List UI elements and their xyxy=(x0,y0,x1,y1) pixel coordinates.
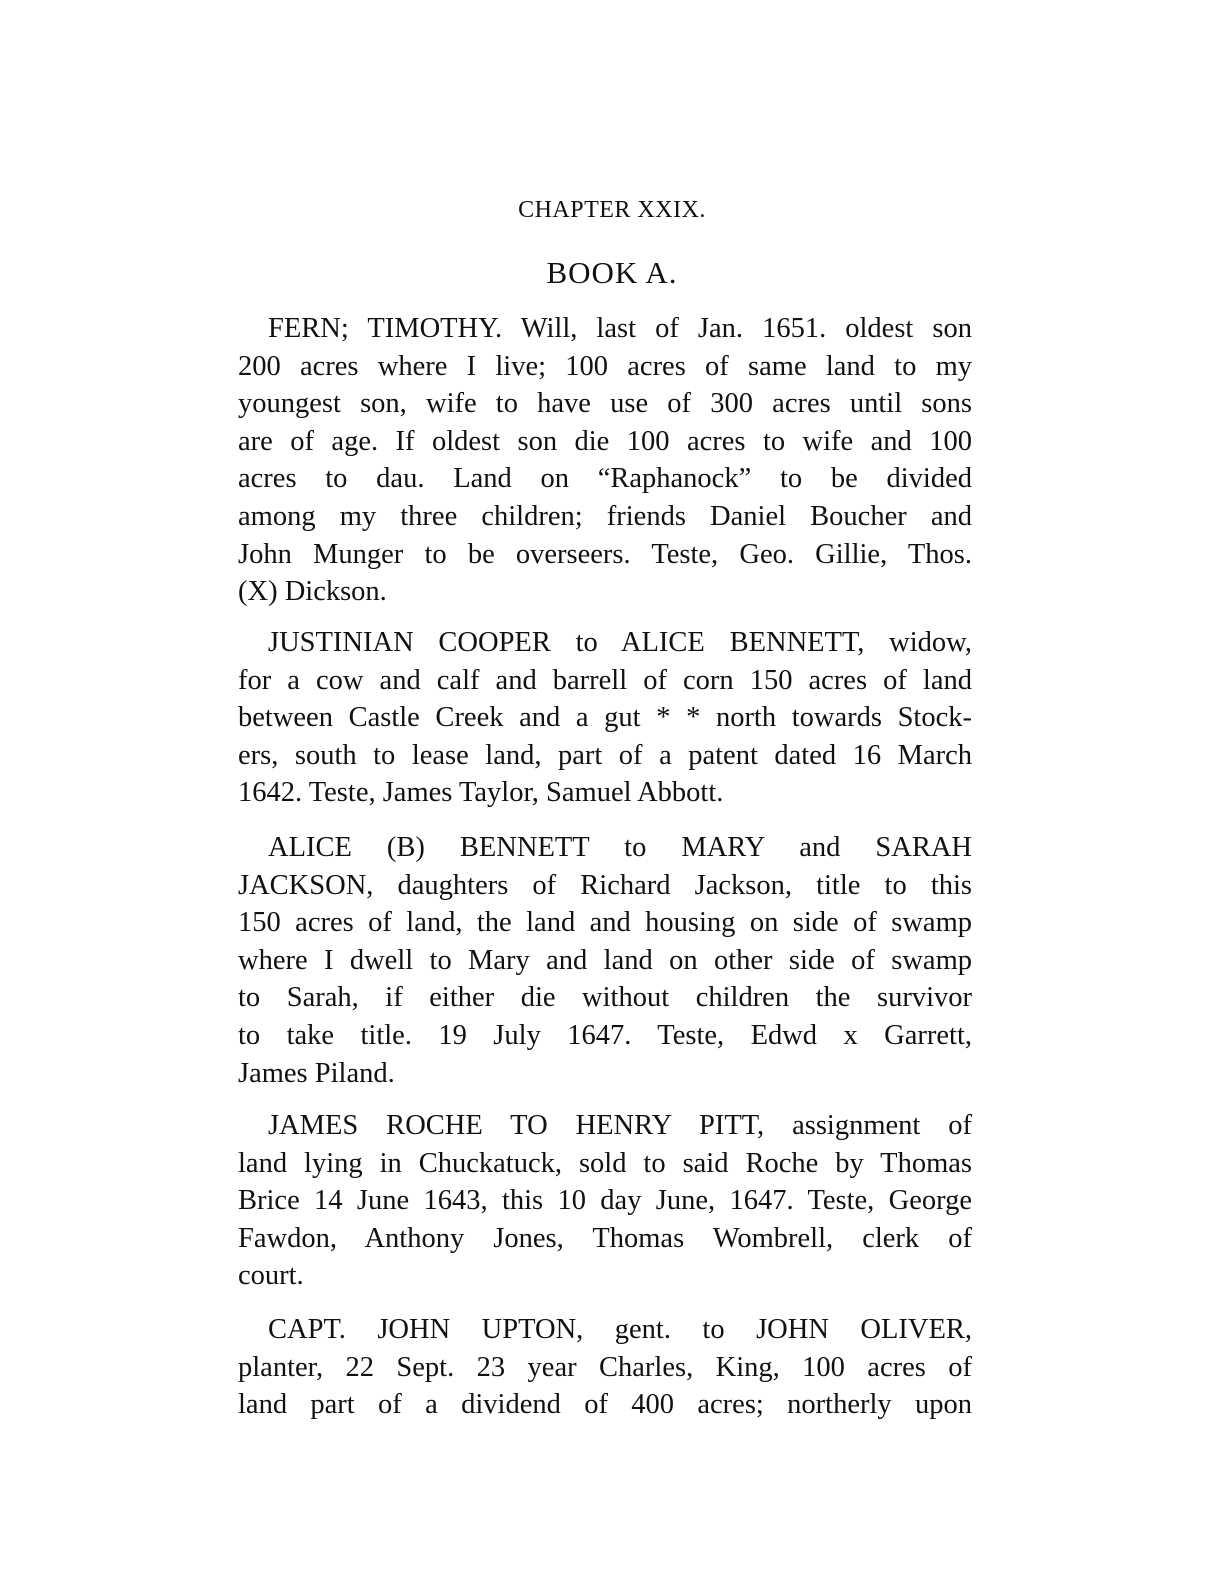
text-line: 1642. Teste, James Taylor, Samuel Abbott. xyxy=(238,777,724,809)
book-heading: BOOK A. xyxy=(546,255,678,290)
text-line: between Castle Creek and a gut * * north towards Stock- xyxy=(238,702,972,734)
entry-bennett-to-jackson xyxy=(238,829,972,1092)
text-line: court. xyxy=(238,1260,304,1292)
text-line: youngest son, wife to have use of 300 acres until sons xyxy=(238,388,972,420)
text-line: 150 acres of land, the land and housing on side of swamp xyxy=(238,907,972,939)
chapter-heading: CHAPTER XXIX. xyxy=(518,197,706,223)
text-line: to take title. 19 July 1647. Teste, Edwd x Garrett, xyxy=(238,1019,972,1051)
text-line: to Sarah, if either die without children the survivor xyxy=(238,982,972,1014)
text-line: Brice 14 June 1643, this 10 day June, 1647. Teste, George xyxy=(238,1185,972,1217)
text-line: (X) Dickson. xyxy=(238,576,387,608)
text-line: are of age. If oldest son die 100 acres to wife and 100 xyxy=(238,425,972,457)
text-line: JUSTINIAN COOPER to ALICE BENNETT, widow, xyxy=(268,627,972,658)
text-line: CAPT. JOHN UPTON, gent. to JOHN OLIVER, xyxy=(268,1314,972,1345)
text-line: JACKSON, daughters of Richard Jackson, title to this xyxy=(238,869,972,901)
text-line: John Munger to be overseers. Teste, Geo. Gillie, Thos. xyxy=(238,538,972,570)
text-line: 200 acres where I live; 100 acres of same land to my xyxy=(238,350,972,382)
text-line: ALICE (B) BENNETT to MARY and SARAH xyxy=(268,832,972,863)
text-line: planter, 22 Sept. 23 year Charles, King, 100 acres of xyxy=(238,1351,972,1383)
text-line: for a cow and calf and barrell of corn 150 acres of land xyxy=(238,664,972,696)
entry-fern-timothy xyxy=(238,310,972,611)
text-line: Fawdon, Anthony Jones, Thomas Wombrell, clerk of xyxy=(238,1222,972,1254)
entry-upton-to-oliver xyxy=(238,1311,972,1424)
text-line: land part of a dividend of 400 acres; northerly upon xyxy=(238,1389,972,1421)
entry-roche-to-pitt xyxy=(238,1107,972,1295)
entry-cooper-to-bennett xyxy=(238,624,972,812)
text-line: FERN; TIMOTHY. Will, last of Jan. 1651. oldest son xyxy=(268,313,972,344)
text-line: land lying in Chuckatuck, sold to said Roche by Thomas xyxy=(238,1147,972,1179)
text-line: where I dwell to Mary and land on other side of swamp xyxy=(238,944,972,976)
text-line: ers, south to lease land, part of a patent dated 16 March xyxy=(238,739,972,771)
text-line: acres to dau. Land on “Raphanock” to be divided xyxy=(238,463,972,495)
text-line: among my three children; friends Daniel Boucher and xyxy=(238,500,972,532)
text-line: JAMES ROCHE TO HENRY PITT, assignment of xyxy=(268,1110,972,1141)
text-line: James Piland. xyxy=(238,1057,395,1089)
